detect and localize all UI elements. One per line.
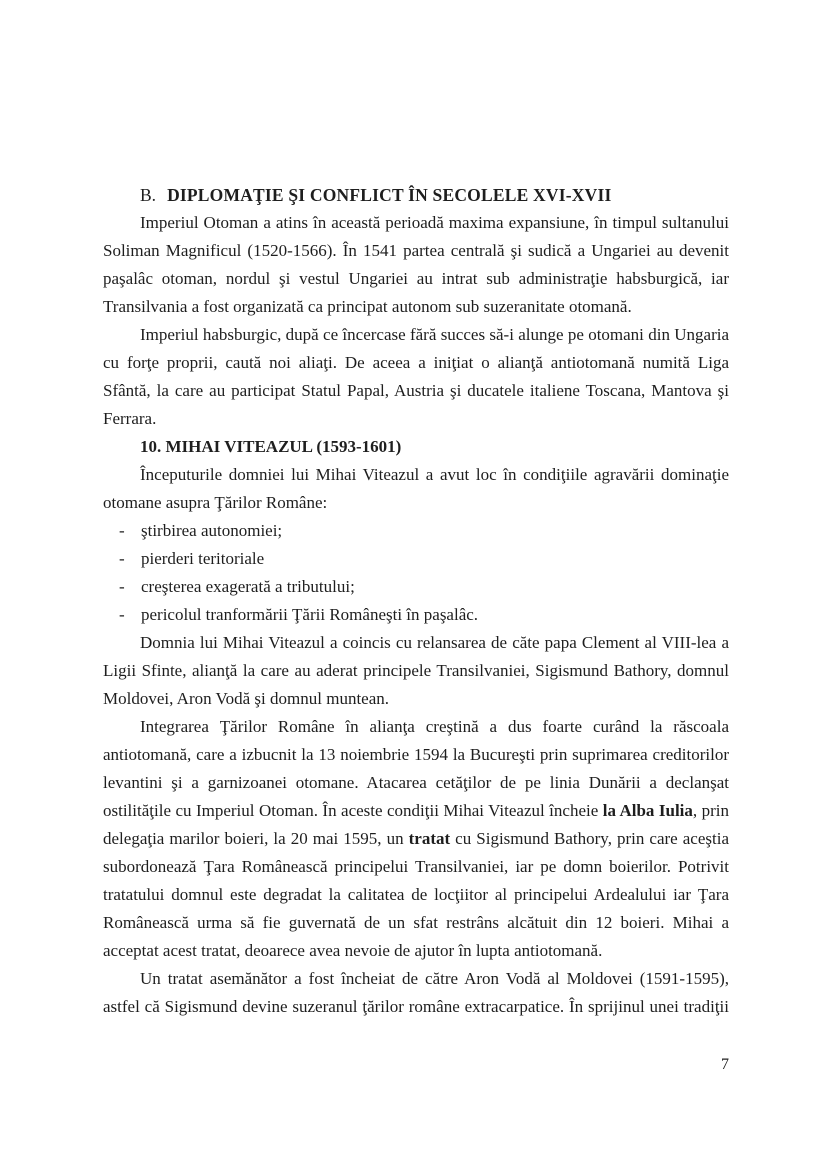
list-item-text: ştirbirea autonomiei; — [141, 521, 283, 540]
paragraph-alba-iulia-treaty — [103, 713, 729, 965]
treaty-text-start: Integrarea Ţărilor Române în alianţa creştină a dus foarte curând la răscoala antiotomană, care a izbucnit la 13 noiembrie 1594 la Bucureşti prin suprimarea creditorilor levantini şi a garnizoanei otomane. Atacarea cetăţilor de pe linia Dunării a declanşat ostilităţile cu Imperiul Otoman. În aceste condiţii Mihai Viteazul încheie — [103, 717, 729, 820]
bullet-dash: - — [119, 605, 125, 624]
paragraph-reign-beginnings: Începuturile domniei lui Mihai Viteazul a avut loc în condiţiile agravării dominaţie otomane asupra Ţărilor Române: — [103, 465, 729, 512]
list-item — [103, 517, 729, 545]
section-title — [103, 181, 729, 209]
treaty-text-middle: , prin delegaţia marilor boieri, la 20 mai 1595, un — [103, 801, 729, 848]
section-title-text: DIPLOMAŢIE ŞI CONFLICT ÎN SECOLELE XVI-XVII — [167, 185, 612, 205]
text-block — [103, 181, 729, 1021]
section-title-letter: B. — [140, 185, 157, 205]
list-item — [103, 573, 729, 601]
list-item-text: pierderi teritoriale — [141, 549, 265, 568]
paragraph-aron-voda-treaty: Un tratat asemănător a fost încheiat de către Aron Vodă al Moldovei (1591-1595), astfel că Sigismund devine suzeranul ţărilor române extracarpatice. În sprijinul unei tradiţii — [103, 969, 729, 1016]
bullet-dash: - — [119, 549, 125, 568]
page-number: 7 — [721, 1056, 729, 1073]
bold-tratat: tratat — [408, 829, 451, 848]
bullet-dash: - — [119, 577, 125, 596]
treaty-text-end: cu Sigismund Bathory, prin care aceştia subordonează Ţara Românească principelui Transilvaniei, iar pe domn boierilor. Potrivit tratatului domnul este degradat la calitatea de locţiitor al principelui Ardealului iar Ţara Românească urma să fie guvernată de un sfat restrâns alcătuit din 12 boieri. Mihai a acceptat acest tratat, deoarece avea nevoie de ajutor în lupta antiotomană. — [103, 829, 729, 960]
list-item — [103, 601, 729, 629]
list-item-text: creşterea exagerată a tributului; — [141, 577, 355, 596]
paragraph-ottoman-expansion: Imperiul Otoman a atins în această perioadă maxima expansiune, în timpul sultanului Soliman Magnificul (1520-1566). În 1541 partea centrală şi sudică a Ungariei au devenit paşalâc otoman, nordul şi vestul Ungariei au intrat sub administraţie habsburgică, iar Transilvania a fost organizată ca principat autonom sub suzeranitate otomană. — [103, 213, 729, 316]
paragraph-holy-league: Domnia lui Mihai Viteazul a coincis cu relansarea de căte papa Clement al VIII-lea a Ligii Sfinte, alianţă la care au aderat principele Transilvaniei, Sigismund Bathory, domnul Moldovei, Aron Vodă şi domnul muntean. — [103, 633, 729, 708]
bullet-dash: - — [119, 521, 125, 540]
subsection-heading-mihai-viteazul: 10. MIHAI VITEAZUL (1593-1601) — [140, 437, 402, 456]
paragraph-habsburg-alliance: Imperiul habsburgic, după ce încercase fără succes să-i alunge pe otomani din Ungaria cu forţe proprii, caută noi aliaţi. De aceea a iniţiat o alianţă antiotomană numită Liga Sfântă, la care au participat Statul Papal, Austria şi ducatele italiene Toscana, Mantova şi Ferrara. — [103, 325, 729, 428]
list-item-text: pericolul tranformării Ţării Româneşti în paşalâc. — [141, 605, 479, 624]
bold-la-alba-iulia: la Alba Iulia — [602, 801, 693, 820]
list-item — [103, 545, 729, 573]
